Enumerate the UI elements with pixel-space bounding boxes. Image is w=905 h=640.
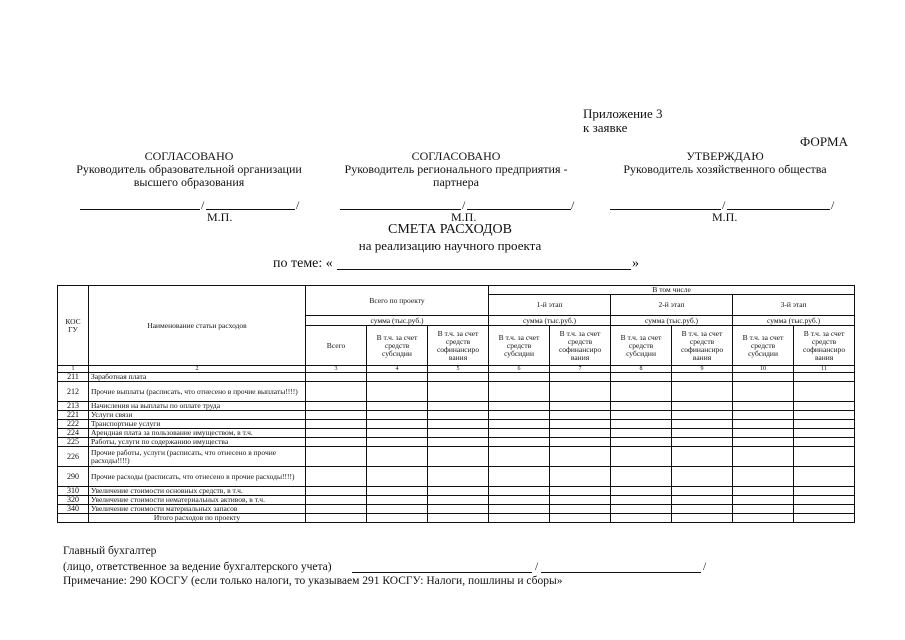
amount-cell[interactable] bbox=[550, 467, 611, 487]
amount-cell[interactable] bbox=[550, 487, 611, 496]
amount-cell[interactable] bbox=[794, 402, 855, 411]
kosgu-code: 340 bbox=[58, 505, 89, 514]
stamp-label: М.П. bbox=[207, 210, 233, 224]
amount-cell[interactable] bbox=[611, 447, 672, 467]
table-row bbox=[58, 382, 855, 402]
amount-cell[interactable] bbox=[428, 487, 489, 496]
stage-1-header: 1-й этап bbox=[489, 295, 611, 316]
table-row bbox=[58, 429, 855, 438]
amount-cell[interactable] bbox=[367, 467, 428, 487]
header-row bbox=[58, 286, 855, 295]
amount-cell[interactable] bbox=[367, 514, 428, 523]
expense-item-name: Транспортные услуги bbox=[89, 420, 306, 429]
amount-cell[interactable] bbox=[550, 382, 611, 402]
slash: / bbox=[462, 198, 466, 212]
amount-cell[interactable] bbox=[672, 467, 733, 487]
chief-accountant-label: Главный бухгалтер bbox=[63, 545, 157, 557]
amount-cell[interactable] bbox=[428, 402, 489, 411]
kosgu-code: 225 bbox=[58, 438, 89, 447]
amount-cell[interactable] bbox=[489, 496, 550, 505]
amount-cell[interactable] bbox=[611, 420, 672, 429]
amount-cell[interactable] bbox=[733, 447, 794, 467]
topic-input-line[interactable] bbox=[337, 269, 631, 270]
table-row bbox=[58, 467, 855, 487]
amount-cell[interactable] bbox=[794, 467, 855, 487]
approval-title: СОГЛАСОВАНО bbox=[411, 149, 501, 163]
amount-cell[interactable] bbox=[550, 447, 611, 467]
amount-cell[interactable] bbox=[367, 447, 428, 467]
amount-cell[interactable] bbox=[794, 514, 855, 523]
amount-cell[interactable] bbox=[306, 514, 367, 523]
budget-table bbox=[57, 285, 855, 523]
amount-cell[interactable] bbox=[489, 411, 550, 420]
signature-line[interactable] bbox=[352, 572, 532, 573]
table-row bbox=[58, 447, 855, 467]
amount-cell[interactable] bbox=[611, 496, 672, 505]
name-line[interactable] bbox=[727, 209, 830, 210]
appendix-label bbox=[583, 107, 663, 135]
amount-cell[interactable] bbox=[794, 382, 855, 402]
amount-cell[interactable] bbox=[428, 447, 489, 467]
column-number: 2 bbox=[89, 366, 306, 373]
amount-cell[interactable] bbox=[489, 487, 550, 496]
total-project-header: Всего по проекту bbox=[306, 286, 489, 316]
amount-cell[interactable] bbox=[550, 514, 611, 523]
amount-cell[interactable] bbox=[306, 438, 367, 447]
amount-cell[interactable] bbox=[611, 402, 672, 411]
amount-cell[interactable] bbox=[306, 467, 367, 487]
slash: / bbox=[535, 561, 539, 573]
amount-cell[interactable] bbox=[733, 514, 794, 523]
sum-unit-header: сумма (тыс.руб.) bbox=[306, 316, 489, 326]
slash: / bbox=[571, 198, 575, 212]
name-line[interactable] bbox=[541, 572, 701, 573]
amount-cell[interactable] bbox=[428, 496, 489, 505]
name-header: Наименование статьи расходов bbox=[89, 286, 306, 366]
expense-item-name: Прочие выплаты (расписать, что отнесено в прочие выплаты!!!!) bbox=[89, 382, 306, 402]
kosgu-code: 211 bbox=[58, 373, 89, 382]
amount-cell[interactable] bbox=[611, 382, 672, 402]
amount-cell[interactable] bbox=[733, 373, 794, 382]
including-header: В том числе bbox=[489, 286, 855, 295]
column-number-row bbox=[58, 366, 855, 373]
amount-cell[interactable] bbox=[306, 402, 367, 411]
approval-block-university bbox=[58, 150, 320, 189]
amount-cell[interactable] bbox=[306, 382, 367, 402]
column-number: 11 bbox=[794, 366, 855, 373]
amount-cell[interactable] bbox=[428, 505, 489, 514]
amount-cell[interactable] bbox=[672, 438, 733, 447]
amount-cell[interactable] bbox=[733, 411, 794, 420]
amount-cell[interactable] bbox=[672, 373, 733, 382]
amount-cell[interactable] bbox=[733, 467, 794, 487]
signature-line[interactable] bbox=[80, 209, 200, 210]
approval-block-company bbox=[620, 150, 830, 176]
amount-cell[interactable] bbox=[733, 496, 794, 505]
kosgu-code: 222 bbox=[58, 420, 89, 429]
expense-item-name: Увеличение стоимости нематериальных активов, в т.ч. bbox=[89, 496, 306, 505]
amount-cell[interactable] bbox=[733, 487, 794, 496]
column-number: 6 bbox=[489, 366, 550, 373]
amount-cell[interactable] bbox=[306, 447, 367, 467]
signature-line[interactable] bbox=[340, 209, 461, 210]
amount-cell[interactable] bbox=[489, 402, 550, 411]
cofinancing-header: В т.ч. за счет средств софинансиро вания bbox=[550, 326, 611, 366]
column-number: 1 bbox=[58, 366, 89, 373]
table-row bbox=[58, 487, 855, 496]
amount-cell[interactable] bbox=[428, 467, 489, 487]
amount-cell[interactable] bbox=[794, 505, 855, 514]
amount-cell[interactable] bbox=[428, 382, 489, 402]
slash: / bbox=[201, 198, 205, 212]
total-row bbox=[58, 514, 855, 523]
amount-cell[interactable] bbox=[489, 429, 550, 438]
total-row-label: Итого расходов по проекту bbox=[89, 514, 306, 523]
topic-prefix: по теме: « bbox=[273, 256, 333, 271]
table-row bbox=[58, 438, 855, 447]
amount-cell[interactable] bbox=[367, 429, 428, 438]
amount-cell[interactable] bbox=[611, 467, 672, 487]
kosgu-code: 320 bbox=[58, 496, 89, 505]
amount-cell[interactable] bbox=[428, 373, 489, 382]
table-row bbox=[58, 496, 855, 505]
kosgu-header: КОС ГУ bbox=[58, 286, 89, 366]
amount-cell[interactable] bbox=[733, 438, 794, 447]
amount-cell[interactable] bbox=[428, 514, 489, 523]
amount-cell[interactable] bbox=[733, 382, 794, 402]
amount-cell[interactable] bbox=[550, 402, 611, 411]
amount-cell[interactable] bbox=[489, 505, 550, 514]
subsidy-header: В т.ч. за счет средств субсидии bbox=[733, 326, 794, 366]
table-row bbox=[58, 505, 855, 514]
sum-unit-header: сумма (тыс.руб.) bbox=[489, 316, 611, 326]
slash: / bbox=[296, 198, 300, 212]
note-text: Примечание: 290 КОСГУ (если только налоги, то указываем 291 КОСГУ: Налоги, пошлины и сборы» bbox=[63, 575, 563, 587]
stamp-label: М.П. bbox=[451, 210, 477, 224]
amount-cell[interactable] bbox=[672, 496, 733, 505]
amount-cell[interactable] bbox=[367, 438, 428, 447]
amount-cell[interactable] bbox=[550, 373, 611, 382]
document-title: СМЕТА РАСХОДОВ bbox=[388, 222, 512, 237]
expense-item-name: Услуги связи bbox=[89, 411, 306, 420]
kosgu-code: 290 bbox=[58, 467, 89, 487]
column-number: 8 bbox=[611, 366, 672, 373]
amount-cell[interactable] bbox=[794, 447, 855, 467]
expense-item-name: Работы, услуги по содержанию имущества bbox=[89, 438, 306, 447]
expense-item-name: Прочие работы, услуги (расписать, что отнесено в прочие расходы!!!!) bbox=[89, 447, 306, 467]
amount-cell[interactable] bbox=[794, 429, 855, 438]
amount-cell[interactable] bbox=[611, 411, 672, 420]
amount-cell[interactable] bbox=[672, 420, 733, 429]
amount-cell[interactable] bbox=[428, 420, 489, 429]
amount-cell[interactable] bbox=[367, 420, 428, 429]
total-header: Всего bbox=[306, 326, 367, 366]
amount-cell[interactable] bbox=[489, 420, 550, 429]
approval-block-partner bbox=[330, 150, 582, 189]
approval-subtitle: Руководитель регионального предприятия - партнера bbox=[344, 162, 568, 189]
amount-cell[interactable] bbox=[672, 429, 733, 438]
subsidy-header: В т.ч. за счет средств субсидии bbox=[611, 326, 672, 366]
expense-item-name: Начисления на выплаты по оплате труда bbox=[89, 402, 306, 411]
column-number: 9 bbox=[672, 366, 733, 373]
document-subtitle: на реализацию научного проекта bbox=[358, 238, 542, 253]
amount-cell[interactable] bbox=[367, 402, 428, 411]
column-number: 3 bbox=[306, 366, 367, 373]
expense-item-name: Арендная плата за пользование имуществом, в т.ч. bbox=[89, 429, 306, 438]
amount-cell[interactable] bbox=[611, 373, 672, 382]
amount-cell[interactable] bbox=[489, 514, 550, 523]
kosgu-code: 224 bbox=[58, 429, 89, 438]
amount-cell[interactable] bbox=[733, 505, 794, 514]
stage-3-header: 3-й этап bbox=[733, 295, 855, 316]
kosgu-code: 212 bbox=[58, 382, 89, 402]
table-row bbox=[58, 420, 855, 429]
amount-cell[interactable] bbox=[733, 429, 794, 438]
amount-cell[interactable] bbox=[611, 487, 672, 496]
amount-cell[interactable] bbox=[672, 402, 733, 411]
amount-cell[interactable] bbox=[306, 487, 367, 496]
amount-cell[interactable] bbox=[794, 373, 855, 382]
amount-cell[interactable] bbox=[306, 420, 367, 429]
sum-unit-header: сумма (тыс.руб.) bbox=[733, 316, 855, 326]
amount-cell[interactable] bbox=[794, 420, 855, 429]
expense-item-name: Увеличение стоимости основных средств, в т.ч. bbox=[89, 487, 306, 496]
amount-cell[interactable] bbox=[611, 514, 672, 523]
name-line[interactable] bbox=[467, 209, 571, 210]
amount-cell[interactable] bbox=[306, 496, 367, 505]
slash: / bbox=[703, 561, 707, 573]
slash: / bbox=[831, 198, 835, 212]
amount-cell[interactable] bbox=[489, 447, 550, 467]
appendix-line1: Приложение 3 bbox=[583, 106, 663, 121]
sum-unit-header: сумма (тыс.руб.) bbox=[611, 316, 733, 326]
signature-line[interactable] bbox=[610, 209, 721, 210]
approval-subtitle: Руководитель хозяйственного общества bbox=[623, 162, 827, 176]
expense-item-name: Прочие расходы (расписать, что отнесено в прочие расходы!!!!) bbox=[89, 467, 306, 487]
table-row bbox=[58, 373, 855, 382]
column-number: 7 bbox=[550, 366, 611, 373]
amount-cell[interactable] bbox=[550, 496, 611, 505]
cofinancing-header: В т.ч. за счет средств софинансиро вания bbox=[672, 326, 733, 366]
amount-cell[interactable] bbox=[550, 420, 611, 429]
amount-cell[interactable] bbox=[306, 429, 367, 438]
kosgu-code: 226 bbox=[58, 447, 89, 467]
column-number: 5 bbox=[428, 366, 489, 373]
amount-cell[interactable] bbox=[489, 382, 550, 402]
amount-cell[interactable] bbox=[672, 505, 733, 514]
amount-cell[interactable] bbox=[794, 496, 855, 505]
cofinancing-header: В т.ч. за счет средств софинансиро вания bbox=[428, 326, 489, 366]
amount-cell[interactable] bbox=[794, 411, 855, 420]
approval-title: УТВЕРЖДАЮ bbox=[686, 149, 764, 163]
slash: / bbox=[722, 198, 726, 212]
kosgu-code: 213 bbox=[58, 402, 89, 411]
amount-cell[interactable] bbox=[611, 505, 672, 514]
amount-cell[interactable] bbox=[672, 487, 733, 496]
amount-cell[interactable] bbox=[550, 505, 611, 514]
amount-cell[interactable] bbox=[794, 438, 855, 447]
approval-title: СОГЛАСОВАНО bbox=[144, 149, 234, 163]
amount-cell[interactable] bbox=[611, 438, 672, 447]
amount-cell[interactable] bbox=[550, 411, 611, 420]
amount-cell[interactable] bbox=[367, 505, 428, 514]
column-number: 10 bbox=[733, 366, 794, 373]
subsidy-header: В т.ч. за счет средств субсидии bbox=[367, 326, 428, 366]
amount-cell[interactable] bbox=[672, 514, 733, 523]
amount-cell[interactable] bbox=[489, 438, 550, 447]
amount-cell[interactable] bbox=[489, 467, 550, 487]
form-label: ФОРМА bbox=[800, 134, 848, 149]
amount-cell[interactable] bbox=[794, 487, 855, 496]
amount-cell[interactable] bbox=[306, 373, 367, 382]
column-number: 4 bbox=[367, 366, 428, 373]
expense-item-name: Увеличение стоимости материальных запасов bbox=[89, 505, 306, 514]
amount-cell[interactable] bbox=[428, 438, 489, 447]
amount-cell[interactable] bbox=[306, 505, 367, 514]
stamp-label: М.П. bbox=[712, 210, 738, 224]
amount-cell[interactable] bbox=[367, 373, 428, 382]
amount-cell[interactable] bbox=[733, 402, 794, 411]
kosgu-code: 221 bbox=[58, 411, 89, 420]
amount-cell[interactable] bbox=[428, 411, 489, 420]
table-row bbox=[58, 402, 855, 411]
amount-cell[interactable] bbox=[367, 496, 428, 505]
amount-cell[interactable] bbox=[367, 411, 428, 420]
topic-suffix: » bbox=[632, 256, 639, 271]
cofinancing-header: В т.ч. за счет средств софинансиро вания bbox=[794, 326, 855, 366]
amount-cell[interactable] bbox=[550, 429, 611, 438]
expense-item-name: Заработная плата bbox=[89, 373, 306, 382]
amount-cell[interactable] bbox=[672, 382, 733, 402]
kosgu-code: 310 bbox=[58, 487, 89, 496]
stage-2-header: 2-й этап bbox=[611, 295, 733, 316]
amount-cell[interactable] bbox=[428, 429, 489, 438]
amount-cell[interactable] bbox=[550, 438, 611, 447]
amount-cell[interactable] bbox=[306, 411, 367, 420]
approval-subtitle: Руководитель образовательной организации высшего образования bbox=[76, 162, 302, 189]
responsible-person-label: (лицо, ответственное за ведение бухгалтерского учета) bbox=[63, 561, 332, 573]
table-row bbox=[58, 411, 855, 420]
appendix-line2: к заявке bbox=[583, 120, 628, 135]
amount-cell[interactable] bbox=[672, 411, 733, 420]
total-code-cell bbox=[58, 514, 89, 523]
amount-cell[interactable] bbox=[611, 429, 672, 438]
amount-cell[interactable] bbox=[367, 487, 428, 496]
amount-cell[interactable] bbox=[733, 420, 794, 429]
subsidy-header: В т.ч. за счет средств субсидии bbox=[489, 326, 550, 366]
amount-cell[interactable] bbox=[489, 373, 550, 382]
amount-cell[interactable] bbox=[672, 447, 733, 467]
amount-cell[interactable] bbox=[367, 382, 428, 402]
